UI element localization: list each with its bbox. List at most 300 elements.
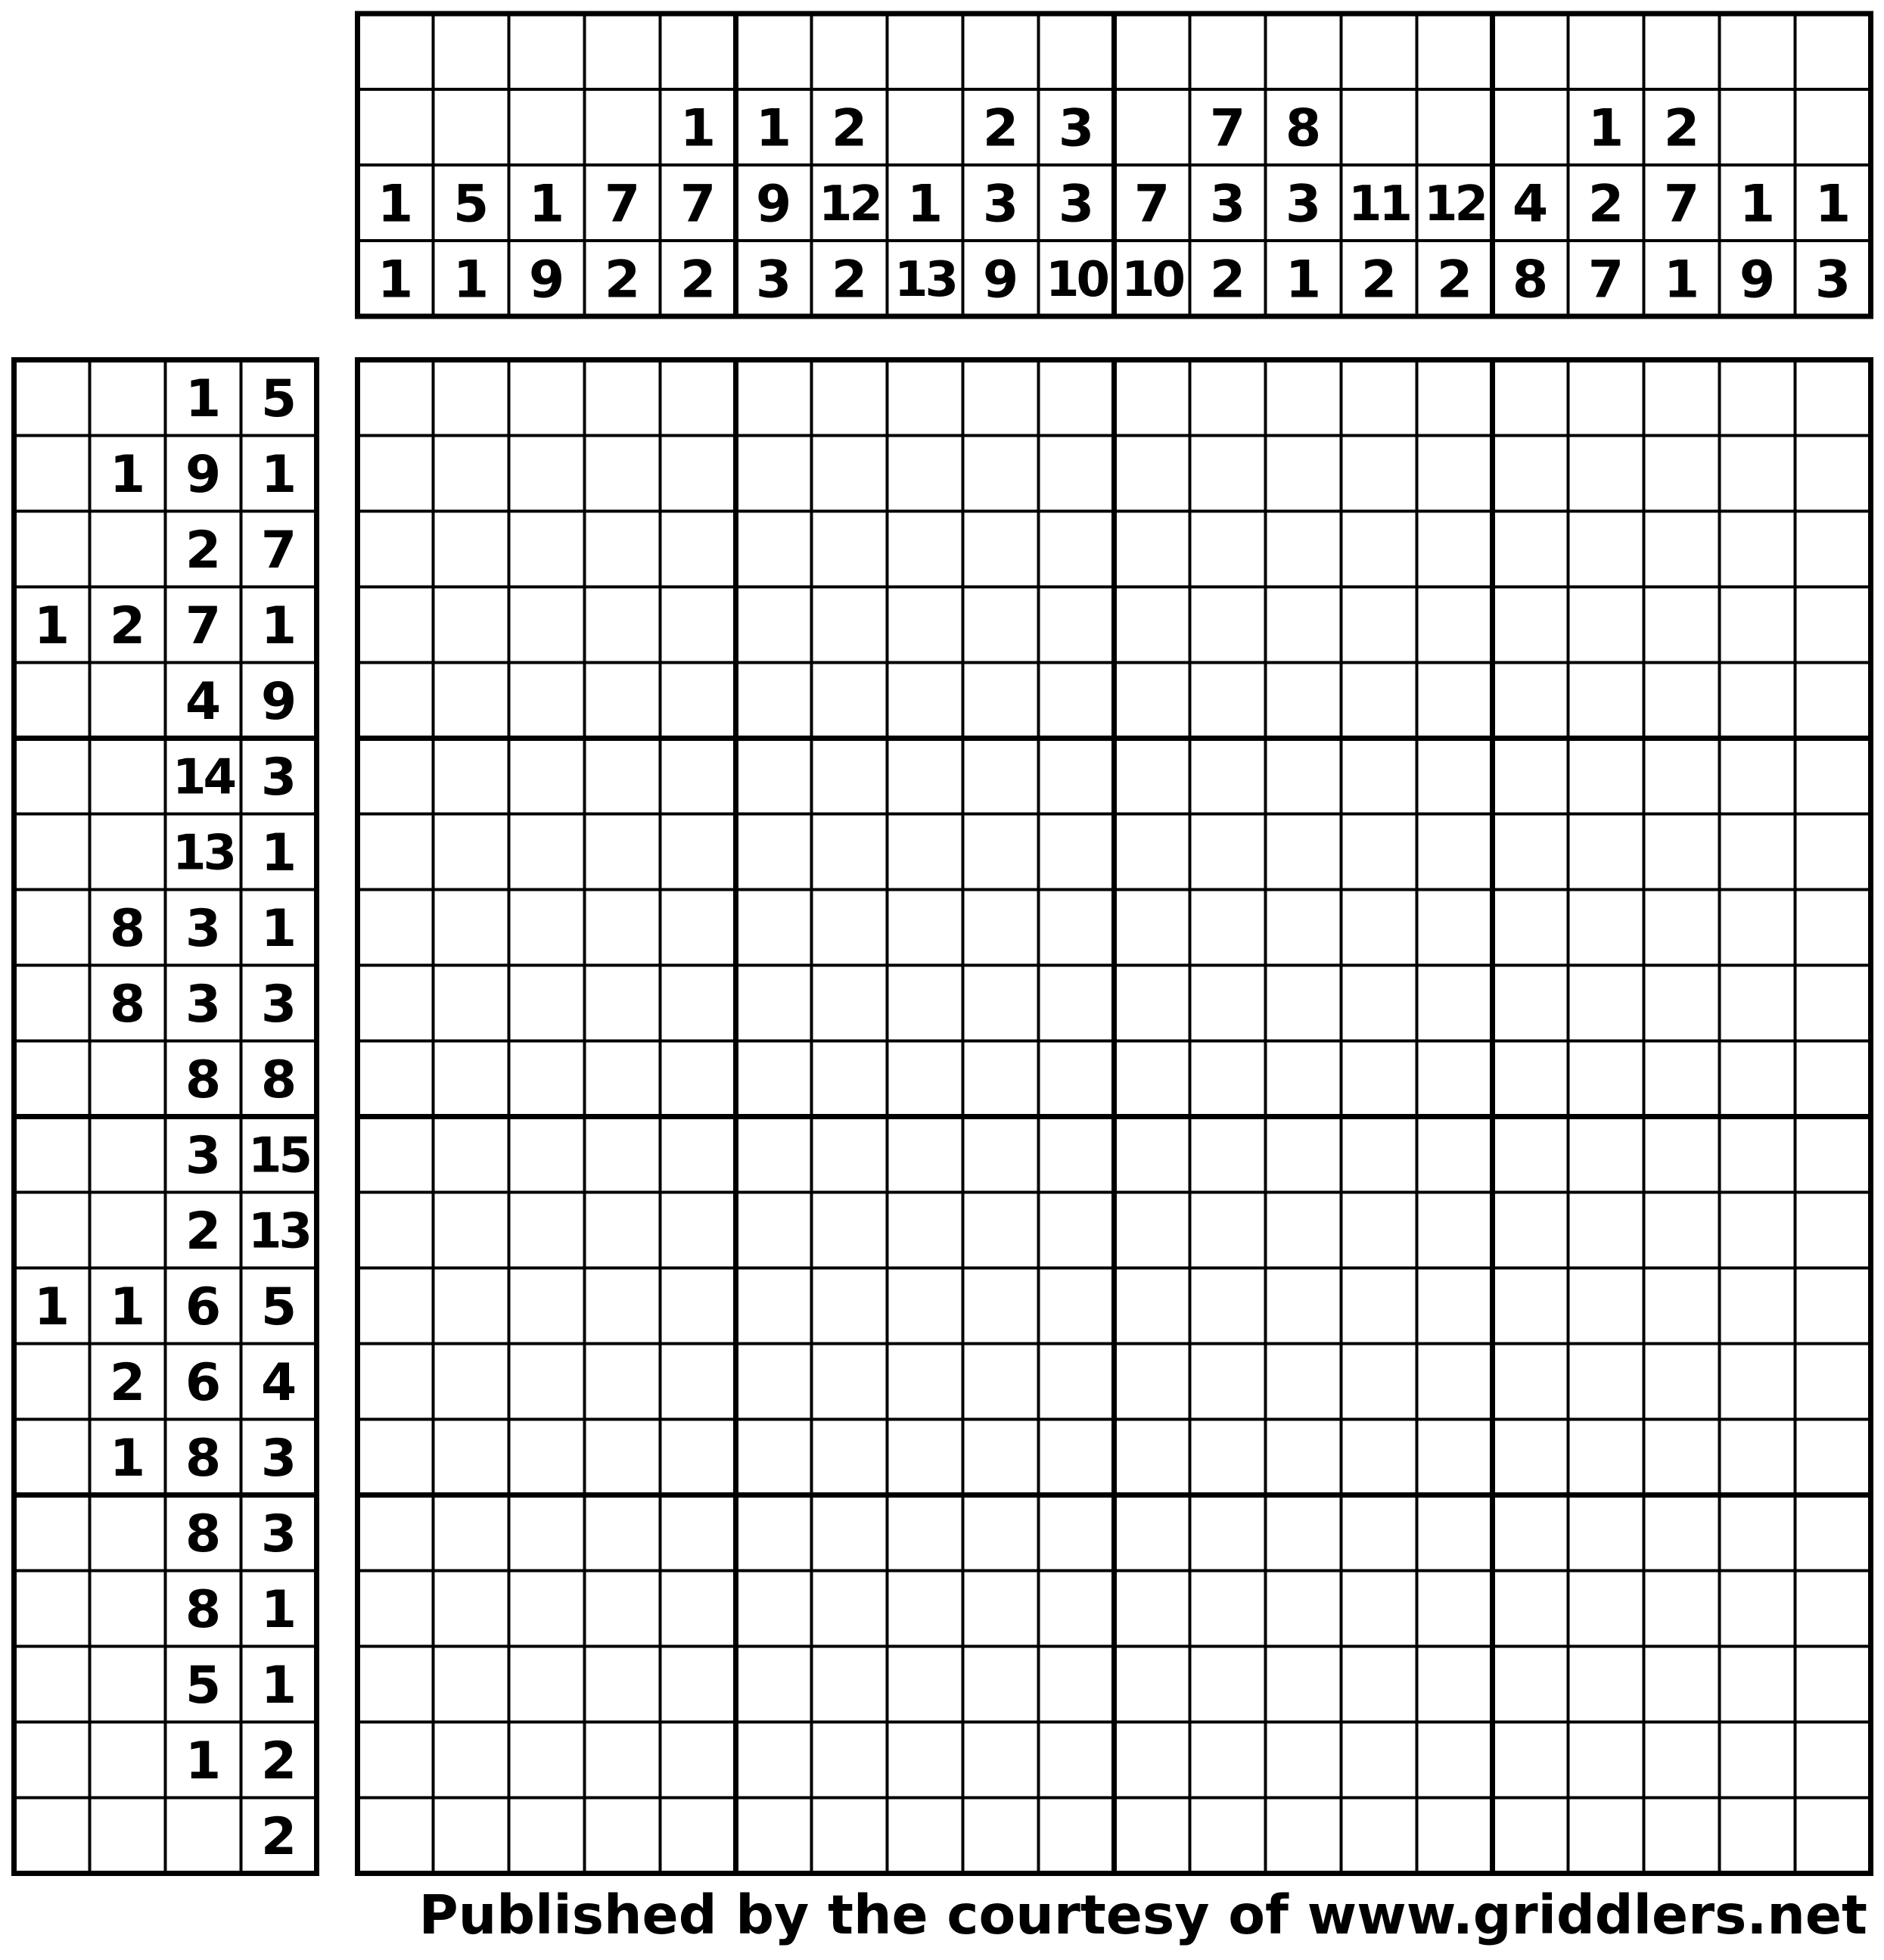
grid-cell[interactable] (1568, 739, 1644, 814)
grid-cell[interactable] (1417, 663, 1493, 739)
grid-cell[interactable] (1795, 1722, 1871, 1798)
grid-cell[interactable] (1190, 1041, 1266, 1117)
grid-cell[interactable] (1341, 890, 1417, 966)
grid-cell[interactable] (1341, 1193, 1417, 1268)
grid-cell[interactable] (1644, 1117, 1720, 1193)
grid-cell[interactable] (1115, 1268, 1190, 1344)
grid-cell[interactable] (1795, 1344, 1871, 1420)
grid-cell[interactable] (358, 1722, 434, 1798)
grid-cell[interactable] (661, 1722, 736, 1798)
grid-cell[interactable] (963, 512, 1039, 587)
grid-cell[interactable] (1266, 1193, 1341, 1268)
grid-cell[interactable] (812, 890, 888, 966)
grid-cell[interactable] (1417, 1722, 1493, 1798)
grid-cell[interactable] (812, 1268, 888, 1344)
grid-cell[interactable] (585, 814, 661, 890)
grid-cell[interactable] (1795, 1798, 1871, 1874)
grid-cell[interactable] (1039, 966, 1115, 1041)
grid-cell[interactable] (661, 512, 736, 587)
grid-cell[interactable] (963, 814, 1039, 890)
grid-cell[interactable] (1493, 1268, 1568, 1344)
grid-cell[interactable] (1341, 1420, 1417, 1495)
grid-cell[interactable] (963, 1798, 1039, 1874)
grid-cell[interactable] (1493, 966, 1568, 1041)
grid-cell[interactable] (1795, 739, 1871, 814)
grid-cell[interactable] (888, 1647, 963, 1722)
grid-cell[interactable] (1720, 1193, 1795, 1268)
grid-cell[interactable] (1417, 1268, 1493, 1344)
grid-cell[interactable] (1266, 739, 1341, 814)
grid-cell[interactable] (1568, 1420, 1644, 1495)
grid-cell[interactable] (1493, 1193, 1568, 1268)
grid-cell[interactable] (434, 739, 509, 814)
grid-cell[interactable] (1417, 360, 1493, 436)
grid-cell[interactable] (1493, 1798, 1568, 1874)
grid-cell[interactable] (1720, 1722, 1795, 1798)
grid-cell[interactable] (1493, 1420, 1568, 1495)
grid-cell[interactable] (1266, 436, 1341, 512)
grid-cell[interactable] (1644, 1268, 1720, 1344)
grid-cell[interactable] (1039, 890, 1115, 966)
grid-cell[interactable] (963, 1117, 1039, 1193)
grid-cell[interactable] (1493, 1041, 1568, 1117)
grid-cell[interactable] (585, 966, 661, 1041)
grid-cell[interactable] (1795, 1268, 1871, 1344)
grid-cell[interactable] (1493, 360, 1568, 436)
grid-cell[interactable] (1795, 663, 1871, 739)
grid-cell[interactable] (1266, 966, 1341, 1041)
grid-cell[interactable] (1417, 1798, 1493, 1874)
grid-cell[interactable] (1493, 587, 1568, 663)
grid-cell[interactable] (434, 436, 509, 512)
grid-cell[interactable] (1568, 966, 1644, 1041)
grid-cell[interactable] (1115, 1647, 1190, 1722)
grid-cell[interactable] (661, 1041, 736, 1117)
grid-cell[interactable] (661, 436, 736, 512)
grid-cell[interactable] (1341, 966, 1417, 1041)
grid-cell[interactable] (963, 1420, 1039, 1495)
grid-cell[interactable] (736, 1722, 812, 1798)
grid-cell[interactable] (1720, 1495, 1795, 1571)
grid-cell[interactable] (1720, 1268, 1795, 1344)
grid-cell[interactable] (1720, 1117, 1795, 1193)
grid-cell[interactable] (736, 1344, 812, 1420)
grid-cell[interactable] (1115, 1420, 1190, 1495)
grid-cell[interactable] (509, 966, 585, 1041)
grid-cell[interactable] (1039, 512, 1115, 587)
grid-cell[interactable] (1720, 587, 1795, 663)
grid-cell[interactable] (358, 890, 434, 966)
grid-cell[interactable] (1644, 1495, 1720, 1571)
grid-cell[interactable] (1720, 890, 1795, 966)
grid-cell[interactable] (888, 1344, 963, 1420)
grid-cell[interactable] (1644, 1344, 1720, 1420)
grid-cell[interactable] (1341, 512, 1417, 587)
grid-cell[interactable] (1190, 966, 1266, 1041)
grid-cell[interactable] (1266, 814, 1341, 890)
grid-cell[interactable] (1493, 1117, 1568, 1193)
grid-cell[interactable] (736, 587, 812, 663)
grid-cell[interactable] (1115, 966, 1190, 1041)
grid-cell[interactable] (434, 512, 509, 587)
grid-cell[interactable] (434, 1193, 509, 1268)
grid-cell[interactable] (585, 512, 661, 587)
grid-cell[interactable] (1190, 890, 1266, 966)
grid-cell[interactable] (1266, 360, 1341, 436)
grid-cell[interactable] (358, 587, 434, 663)
grid-cell[interactable] (963, 966, 1039, 1041)
grid-cell[interactable] (888, 1420, 963, 1495)
grid-cell[interactable] (1115, 1117, 1190, 1193)
grid-cell[interactable] (1039, 587, 1115, 663)
grid-cell[interactable] (434, 1268, 509, 1344)
grid-cell[interactable] (1190, 663, 1266, 739)
grid-cell[interactable] (1115, 739, 1190, 814)
grid-cell[interactable] (509, 436, 585, 512)
grid-cell[interactable] (1266, 587, 1341, 663)
grid-cell[interactable] (963, 1344, 1039, 1420)
grid-cell[interactable] (963, 1041, 1039, 1117)
grid-cell[interactable] (585, 1193, 661, 1268)
grid-cell[interactable] (888, 1268, 963, 1344)
grid-cell[interactable] (661, 663, 736, 739)
grid-cell[interactable] (812, 1647, 888, 1722)
grid-cell[interactable] (1190, 360, 1266, 436)
grid-cell[interactable] (1568, 1571, 1644, 1647)
grid-cell[interactable] (1115, 587, 1190, 663)
grid-cell[interactable] (1568, 814, 1644, 890)
grid-cell[interactable] (509, 360, 585, 436)
grid-cell[interactable] (1720, 1344, 1795, 1420)
grid-cell[interactable] (736, 1647, 812, 1722)
grid-cell[interactable] (358, 1268, 434, 1344)
grid-cell[interactable] (509, 1117, 585, 1193)
grid-cell[interactable] (1568, 360, 1644, 436)
grid-cell[interactable] (1341, 360, 1417, 436)
grid-cell[interactable] (509, 1647, 585, 1722)
grid-cell[interactable] (358, 739, 434, 814)
grid-cell[interactable] (1266, 512, 1341, 587)
grid-cell[interactable] (1039, 1647, 1115, 1722)
grid-cell[interactable] (1644, 890, 1720, 966)
grid-cell[interactable] (736, 966, 812, 1041)
grid-cell[interactable] (1039, 1344, 1115, 1420)
grid-cell[interactable] (1190, 1268, 1266, 1344)
grid-cell[interactable] (661, 814, 736, 890)
grid-cell[interactable] (812, 436, 888, 512)
grid-cell[interactable] (888, 663, 963, 739)
grid-cell[interactable] (585, 663, 661, 739)
grid-cell[interactable] (1190, 1193, 1266, 1268)
grid-cell[interactable] (358, 1647, 434, 1722)
grid-cell[interactable] (736, 360, 812, 436)
grid-cell[interactable] (888, 1041, 963, 1117)
grid-cell[interactable] (963, 436, 1039, 512)
grid-cell[interactable] (1115, 890, 1190, 966)
grid-cell[interactable] (1115, 1344, 1190, 1420)
grid-cell[interactable] (509, 1722, 585, 1798)
grid-cell[interactable] (1039, 436, 1115, 512)
grid-cell[interactable] (1644, 1571, 1720, 1647)
grid-cell[interactable] (1341, 1117, 1417, 1193)
grid-cell[interactable] (509, 1571, 585, 1647)
grid-cell[interactable] (1644, 663, 1720, 739)
grid-cell[interactable] (1644, 1193, 1720, 1268)
grid-cell[interactable] (1644, 1647, 1720, 1722)
grid-cell[interactable] (812, 663, 888, 739)
grid-cell[interactable] (434, 663, 509, 739)
grid-cell[interactable] (1190, 1495, 1266, 1571)
grid-cell[interactable] (434, 890, 509, 966)
grid-cell[interactable] (1190, 512, 1266, 587)
grid-cell[interactable] (1493, 890, 1568, 966)
grid-cell[interactable] (1341, 1344, 1417, 1420)
grid-cell[interactable] (736, 1420, 812, 1495)
grid-cell[interactable] (1266, 1798, 1341, 1874)
grid-cell[interactable] (585, 739, 661, 814)
grid-cell[interactable] (1568, 1344, 1644, 1420)
grid-cell[interactable] (661, 1117, 736, 1193)
grid-cell[interactable] (358, 1571, 434, 1647)
grid-cell[interactable] (661, 1193, 736, 1268)
grid-cell[interactable] (1266, 1420, 1341, 1495)
grid-cell[interactable] (661, 1268, 736, 1344)
grid-cell[interactable] (1417, 814, 1493, 890)
grid-cell[interactable] (661, 966, 736, 1041)
grid-cell[interactable] (736, 890, 812, 966)
grid-cell[interactable] (736, 1193, 812, 1268)
grid-cell[interactable] (434, 966, 509, 1041)
grid-cell[interactable] (1417, 966, 1493, 1041)
grid-cell[interactable] (1417, 1117, 1493, 1193)
grid-cell[interactable] (661, 890, 736, 966)
grid-cell[interactable] (888, 966, 963, 1041)
grid-cell[interactable] (661, 739, 736, 814)
grid-cell[interactable] (1417, 1041, 1493, 1117)
grid-cell[interactable] (736, 436, 812, 512)
grid-cell[interactable] (1039, 1041, 1115, 1117)
grid-cell[interactable] (1493, 1722, 1568, 1798)
grid-cell[interactable] (585, 1117, 661, 1193)
grid-cell[interactable] (509, 814, 585, 890)
grid-cell[interactable] (358, 1193, 434, 1268)
grid-cell[interactable] (358, 1420, 434, 1495)
grid-cell[interactable] (1115, 663, 1190, 739)
grid-cell[interactable] (736, 663, 812, 739)
grid-cell[interactable] (1190, 1722, 1266, 1798)
grid-cell[interactable] (1341, 1268, 1417, 1344)
grid-cell[interactable] (661, 1420, 736, 1495)
grid-cell[interactable] (1190, 1117, 1266, 1193)
grid-cell[interactable] (1568, 512, 1644, 587)
grid-cell[interactable] (585, 360, 661, 436)
grid-cell[interactable] (1795, 1117, 1871, 1193)
grid-cell[interactable] (585, 1344, 661, 1420)
grid-cell[interactable] (358, 512, 434, 587)
grid-cell[interactable] (1266, 1722, 1341, 1798)
grid-cell[interactable] (1417, 890, 1493, 966)
grid-cell[interactable] (1795, 1571, 1871, 1647)
grid-cell[interactable] (585, 1041, 661, 1117)
grid-cell[interactable] (661, 1647, 736, 1722)
grid-cell[interactable] (1795, 512, 1871, 587)
grid-cell[interactable] (812, 1495, 888, 1571)
grid-cell[interactable] (1039, 1193, 1115, 1268)
grid-cell[interactable] (585, 436, 661, 512)
grid-cell[interactable] (1039, 814, 1115, 890)
grid-cell[interactable] (1341, 436, 1417, 512)
grid-cell[interactable] (1190, 1571, 1266, 1647)
grid-cell[interactable] (434, 1495, 509, 1571)
grid-cell[interactable] (434, 1647, 509, 1722)
grid-cell[interactable] (963, 663, 1039, 739)
grid-cell[interactable] (509, 1268, 585, 1344)
grid-cell[interactable] (358, 1041, 434, 1117)
grid-cell[interactable] (509, 663, 585, 739)
grid-cell[interactable] (812, 360, 888, 436)
grid-cell[interactable] (1266, 890, 1341, 966)
grid-cell[interactable] (434, 1117, 509, 1193)
grid-cell[interactable] (736, 1268, 812, 1344)
grid-cell[interactable] (963, 1722, 1039, 1798)
grid-cell[interactable] (1266, 1041, 1341, 1117)
grid-cell[interactable] (1341, 587, 1417, 663)
grid-cell[interactable] (1417, 1420, 1493, 1495)
grid-cell[interactable] (812, 1344, 888, 1420)
grid-cell[interactable] (736, 1571, 812, 1647)
grid-cell[interactable] (1493, 1344, 1568, 1420)
grid-cell[interactable] (1115, 1571, 1190, 1647)
grid-cell[interactable] (963, 890, 1039, 966)
grid-cell[interactable] (585, 1268, 661, 1344)
grid-cell[interactable] (434, 1571, 509, 1647)
grid-cell[interactable] (1115, 1193, 1190, 1268)
grid-cell[interactable] (888, 1495, 963, 1571)
grid-cell[interactable] (358, 1798, 434, 1874)
grid-cell[interactable] (661, 360, 736, 436)
grid-cell[interactable] (1341, 1798, 1417, 1874)
grid-cell[interactable] (509, 1041, 585, 1117)
grid-cell[interactable] (1266, 663, 1341, 739)
grid-cell[interactable] (1190, 1344, 1266, 1420)
grid-cell[interactable] (1417, 587, 1493, 663)
grid-cell[interactable] (1720, 814, 1795, 890)
grid-cell[interactable] (661, 587, 736, 663)
grid-cell[interactable] (1795, 1647, 1871, 1722)
grid-cell[interactable] (1720, 360, 1795, 436)
grid-cell[interactable] (1568, 1268, 1644, 1344)
grid-cell[interactable] (736, 1798, 812, 1874)
grid-cell[interactable] (1720, 739, 1795, 814)
grid-cell[interactable] (1493, 739, 1568, 814)
grid-cell[interactable] (1341, 814, 1417, 890)
grid-cell[interactable] (1039, 1117, 1115, 1193)
grid-cell[interactable] (736, 1041, 812, 1117)
grid-cell[interactable] (1493, 1571, 1568, 1647)
grid-cell[interactable] (1341, 1041, 1417, 1117)
grid-cell[interactable] (1417, 1495, 1493, 1571)
grid-cell[interactable] (1341, 1647, 1417, 1722)
grid-cell[interactable] (585, 1722, 661, 1798)
grid-cell[interactable] (661, 1495, 736, 1571)
grid-cell[interactable] (1039, 1722, 1115, 1798)
grid-cell[interactable] (661, 1571, 736, 1647)
grid-cell[interactable] (358, 1344, 434, 1420)
grid-cell[interactable] (1644, 814, 1720, 890)
grid-cell[interactable] (1190, 739, 1266, 814)
grid-cell[interactable] (509, 739, 585, 814)
grid-cell[interactable] (888, 436, 963, 512)
grid-cell[interactable] (434, 1798, 509, 1874)
grid-cell[interactable] (963, 360, 1039, 436)
grid-cell[interactable] (1493, 814, 1568, 890)
grid-cell[interactable] (585, 1420, 661, 1495)
grid-cell[interactable] (434, 1041, 509, 1117)
grid-cell[interactable] (1795, 360, 1871, 436)
grid-cell[interactable] (888, 1571, 963, 1647)
grid-cell[interactable] (736, 512, 812, 587)
grid-cell[interactable] (1190, 1420, 1266, 1495)
grid-cell[interactable] (1644, 1798, 1720, 1874)
grid-cell[interactable] (888, 512, 963, 587)
grid-cell[interactable] (888, 814, 963, 890)
grid-cell[interactable] (661, 1798, 736, 1874)
grid-cell[interactable] (1493, 436, 1568, 512)
grid-cell[interactable] (1644, 587, 1720, 663)
grid-cell[interactable] (736, 814, 812, 890)
grid-cell[interactable] (812, 1041, 888, 1117)
grid-cell[interactable] (963, 1193, 1039, 1268)
grid-cell[interactable] (888, 890, 963, 966)
grid-cell[interactable] (661, 1344, 736, 1420)
grid-cell[interactable] (585, 890, 661, 966)
grid-cell[interactable] (888, 587, 963, 663)
grid-cell[interactable] (1644, 360, 1720, 436)
grid-cell[interactable] (812, 1193, 888, 1268)
grid-cell[interactable] (1568, 1041, 1644, 1117)
grid-cell[interactable] (888, 739, 963, 814)
grid-cell[interactable] (888, 360, 963, 436)
grid-cell[interactable] (1720, 1571, 1795, 1647)
grid-cell[interactable] (585, 1571, 661, 1647)
grid-cell[interactable] (812, 1420, 888, 1495)
grid-cell[interactable] (1341, 1571, 1417, 1647)
grid-cell[interactable] (1568, 1722, 1644, 1798)
grid-cell[interactable] (812, 1798, 888, 1874)
grid-cell[interactable] (736, 1117, 812, 1193)
grid-cell[interactable] (509, 1420, 585, 1495)
grid-cell[interactable] (812, 739, 888, 814)
grid-cell[interactable] (1644, 512, 1720, 587)
grid-cell[interactable] (888, 1117, 963, 1193)
grid-cell[interactable] (1115, 360, 1190, 436)
grid-cell[interactable] (1568, 1647, 1644, 1722)
grid-cell[interactable] (1417, 1344, 1493, 1420)
grid-cell[interactable] (1115, 1798, 1190, 1874)
grid-cell[interactable] (1039, 1420, 1115, 1495)
grid-cell[interactable] (358, 436, 434, 512)
grid-cell[interactable] (585, 1647, 661, 1722)
grid-cell[interactable] (812, 587, 888, 663)
grid-cell[interactable] (1266, 1495, 1341, 1571)
grid-cell[interactable] (963, 1495, 1039, 1571)
grid-cell[interactable] (1341, 1495, 1417, 1571)
grid-cell[interactable] (963, 1571, 1039, 1647)
grid-cell[interactable] (1039, 1571, 1115, 1647)
grid-cell[interactable] (812, 966, 888, 1041)
grid-cell[interactable] (1568, 1117, 1644, 1193)
grid-cell[interactable] (1720, 1647, 1795, 1722)
